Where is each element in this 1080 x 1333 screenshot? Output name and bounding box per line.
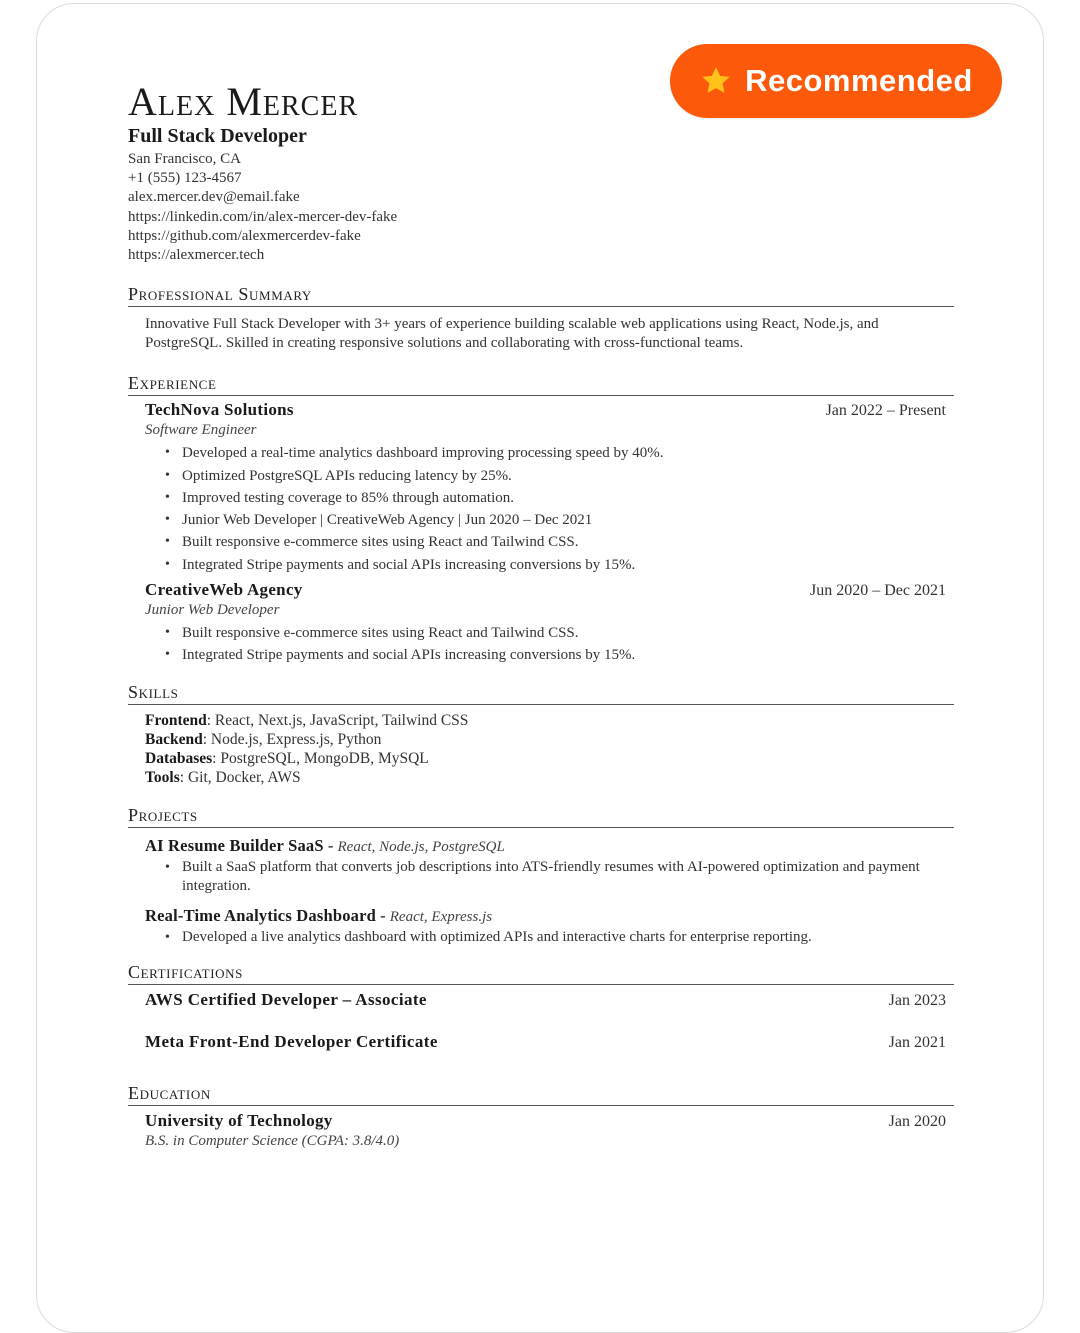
certification-name: Meta Front-End Developer Certificate	[145, 1032, 438, 1052]
project-tech: React, Node.js, PostgreSQL	[337, 838, 505, 855]
contact-website: https://alexmercer.tech	[128, 247, 265, 264]
project-name: Real-Time Analytics Dashboard	[145, 905, 377, 925]
contact-linkedin: https://linkedin.com/in/alex-mercer-dev-fake	[128, 208, 398, 225]
education-section	[128, 1082, 954, 1151]
contact-location: San Francisco, CA	[128, 151, 241, 167]
education-entry	[128, 1111, 954, 1151]
contact-block	[128, 150, 954, 265]
list-item: • Integrated Stripe payments and social APIs increasing conversions by 15%.	[165, 554, 946, 576]
certifications-section	[128, 961, 954, 1052]
experience-entry	[128, 400, 954, 576]
experience-entry	[128, 580, 954, 667]
list-item: • Junior Web Developer | CreativeWeb Agency | Jun 2020 – Dec 2021	[165, 509, 946, 531]
contact-email: alex.mercer.dev@email.fake	[128, 189, 300, 206]
project-tech: React, Express.js	[389, 908, 493, 925]
list-item: • Built a SaaS platform that converts job descriptions into ATS-friendly resumes with AI-powered optimization and payment integration.	[165, 858, 946, 897]
summary-text: Innovative Full Stack Developer with 3+ years of experience building scalable web applications using React, Node.js, and PostgreSQL. Skilled in creating responsive solutions and collaborating with cross-functional teams.	[145, 316, 879, 351]
section-title: Skills	[128, 681, 954, 705]
section-title: Education	[128, 1082, 954, 1106]
project-entry: Real-Time Analytics Dashboard - React, Express.js • Developed a live analytics dashboard with optimized APIs and interactive charts for enterprise reporting.	[128, 906, 954, 948]
skill-row: Tools: Git, Docker, AWS	[145, 769, 301, 787]
contact-github: https://github.com/alexmercerdev-fake	[128, 227, 361, 244]
skill-row: Backend: Node.js, Express.js, Python	[145, 730, 382, 748]
job-title: Junior Web Developer	[145, 602, 280, 618]
school-name: University of Technology	[145, 1111, 333, 1131]
list-item: • Optimized PostgreSQL APIs reducing latency by 25%.	[165, 465, 946, 487]
certification-date: Jan 2023	[888, 992, 946, 1010]
candidate-role: Full Stack Developer	[128, 125, 307, 147]
project-entry: AI Resume Builder SaaS - React, Node.js, PostgreSQL • Built a SaaS platform that converts job descriptions into ATS-friendly resumes with AI-powered optimization and payment integration.	[128, 836, 954, 897]
graduation-date: Jan 2020	[888, 1113, 946, 1131]
section-title: Professional Summary	[128, 283, 954, 307]
skills-section	[128, 681, 954, 788]
section-title: Certifications	[128, 961, 954, 985]
contact-phone: +1 (555) 123-4567	[128, 170, 242, 187]
resume-document	[128, 80, 954, 1151]
list-item: • Built responsive e-commerce sites using React and Tailwind CSS.	[165, 622, 946, 644]
certification-row	[128, 990, 954, 1010]
section-title: Experience	[128, 372, 954, 396]
skill-row: Databases: PostgreSQL, MongoDB, MySQL	[145, 750, 429, 768]
candidate-name: Alex Mercer	[128, 79, 359, 124]
degree: B.S. in Computer Science (CGPA: 3.8/4.0)	[145, 1133, 400, 1150]
list-item: • Developed a live analytics dashboard with optimized APIs and interactive charts for enterprise reporting.	[165, 928, 946, 948]
summary-section	[128, 283, 954, 352]
experience-section	[128, 372, 954, 666]
section-title: Projects	[128, 804, 954, 828]
certification-date: Jan 2021	[888, 1034, 946, 1052]
skills-list	[128, 711, 954, 788]
certification-row	[128, 1032, 954, 1052]
job-dates: Jan 2022 – Present	[825, 402, 946, 420]
company-name: TechNova Solutions	[145, 400, 294, 420]
job-title: Software Engineer	[145, 422, 257, 439]
list-item: • Built responsive e-commerce sites using React and Tailwind CSS.	[165, 531, 946, 553]
recommended-label: Recommended	[745, 63, 973, 98]
list-item: • Developed a real-time analytics dashboard improving processing speed by 40%.	[165, 442, 946, 464]
skill-row: Frontend: React, Next.js, JavaScript, Tailwind CSS	[145, 711, 469, 729]
job-dates: Jun 2020 – Dec 2021	[810, 582, 946, 599]
list-item: • Integrated Stripe payments and social APIs increasing conversions by 15%.	[165, 644, 946, 666]
company-name: CreativeWeb Agency	[145, 580, 303, 599]
list-item: • Improved testing coverage to 85% through automation.	[165, 487, 946, 509]
project-name: AI Resume Builder SaaS	[145, 835, 324, 855]
projects-section	[128, 804, 954, 948]
certification-name: AWS Certified Developer – Associate	[145, 990, 427, 1010]
